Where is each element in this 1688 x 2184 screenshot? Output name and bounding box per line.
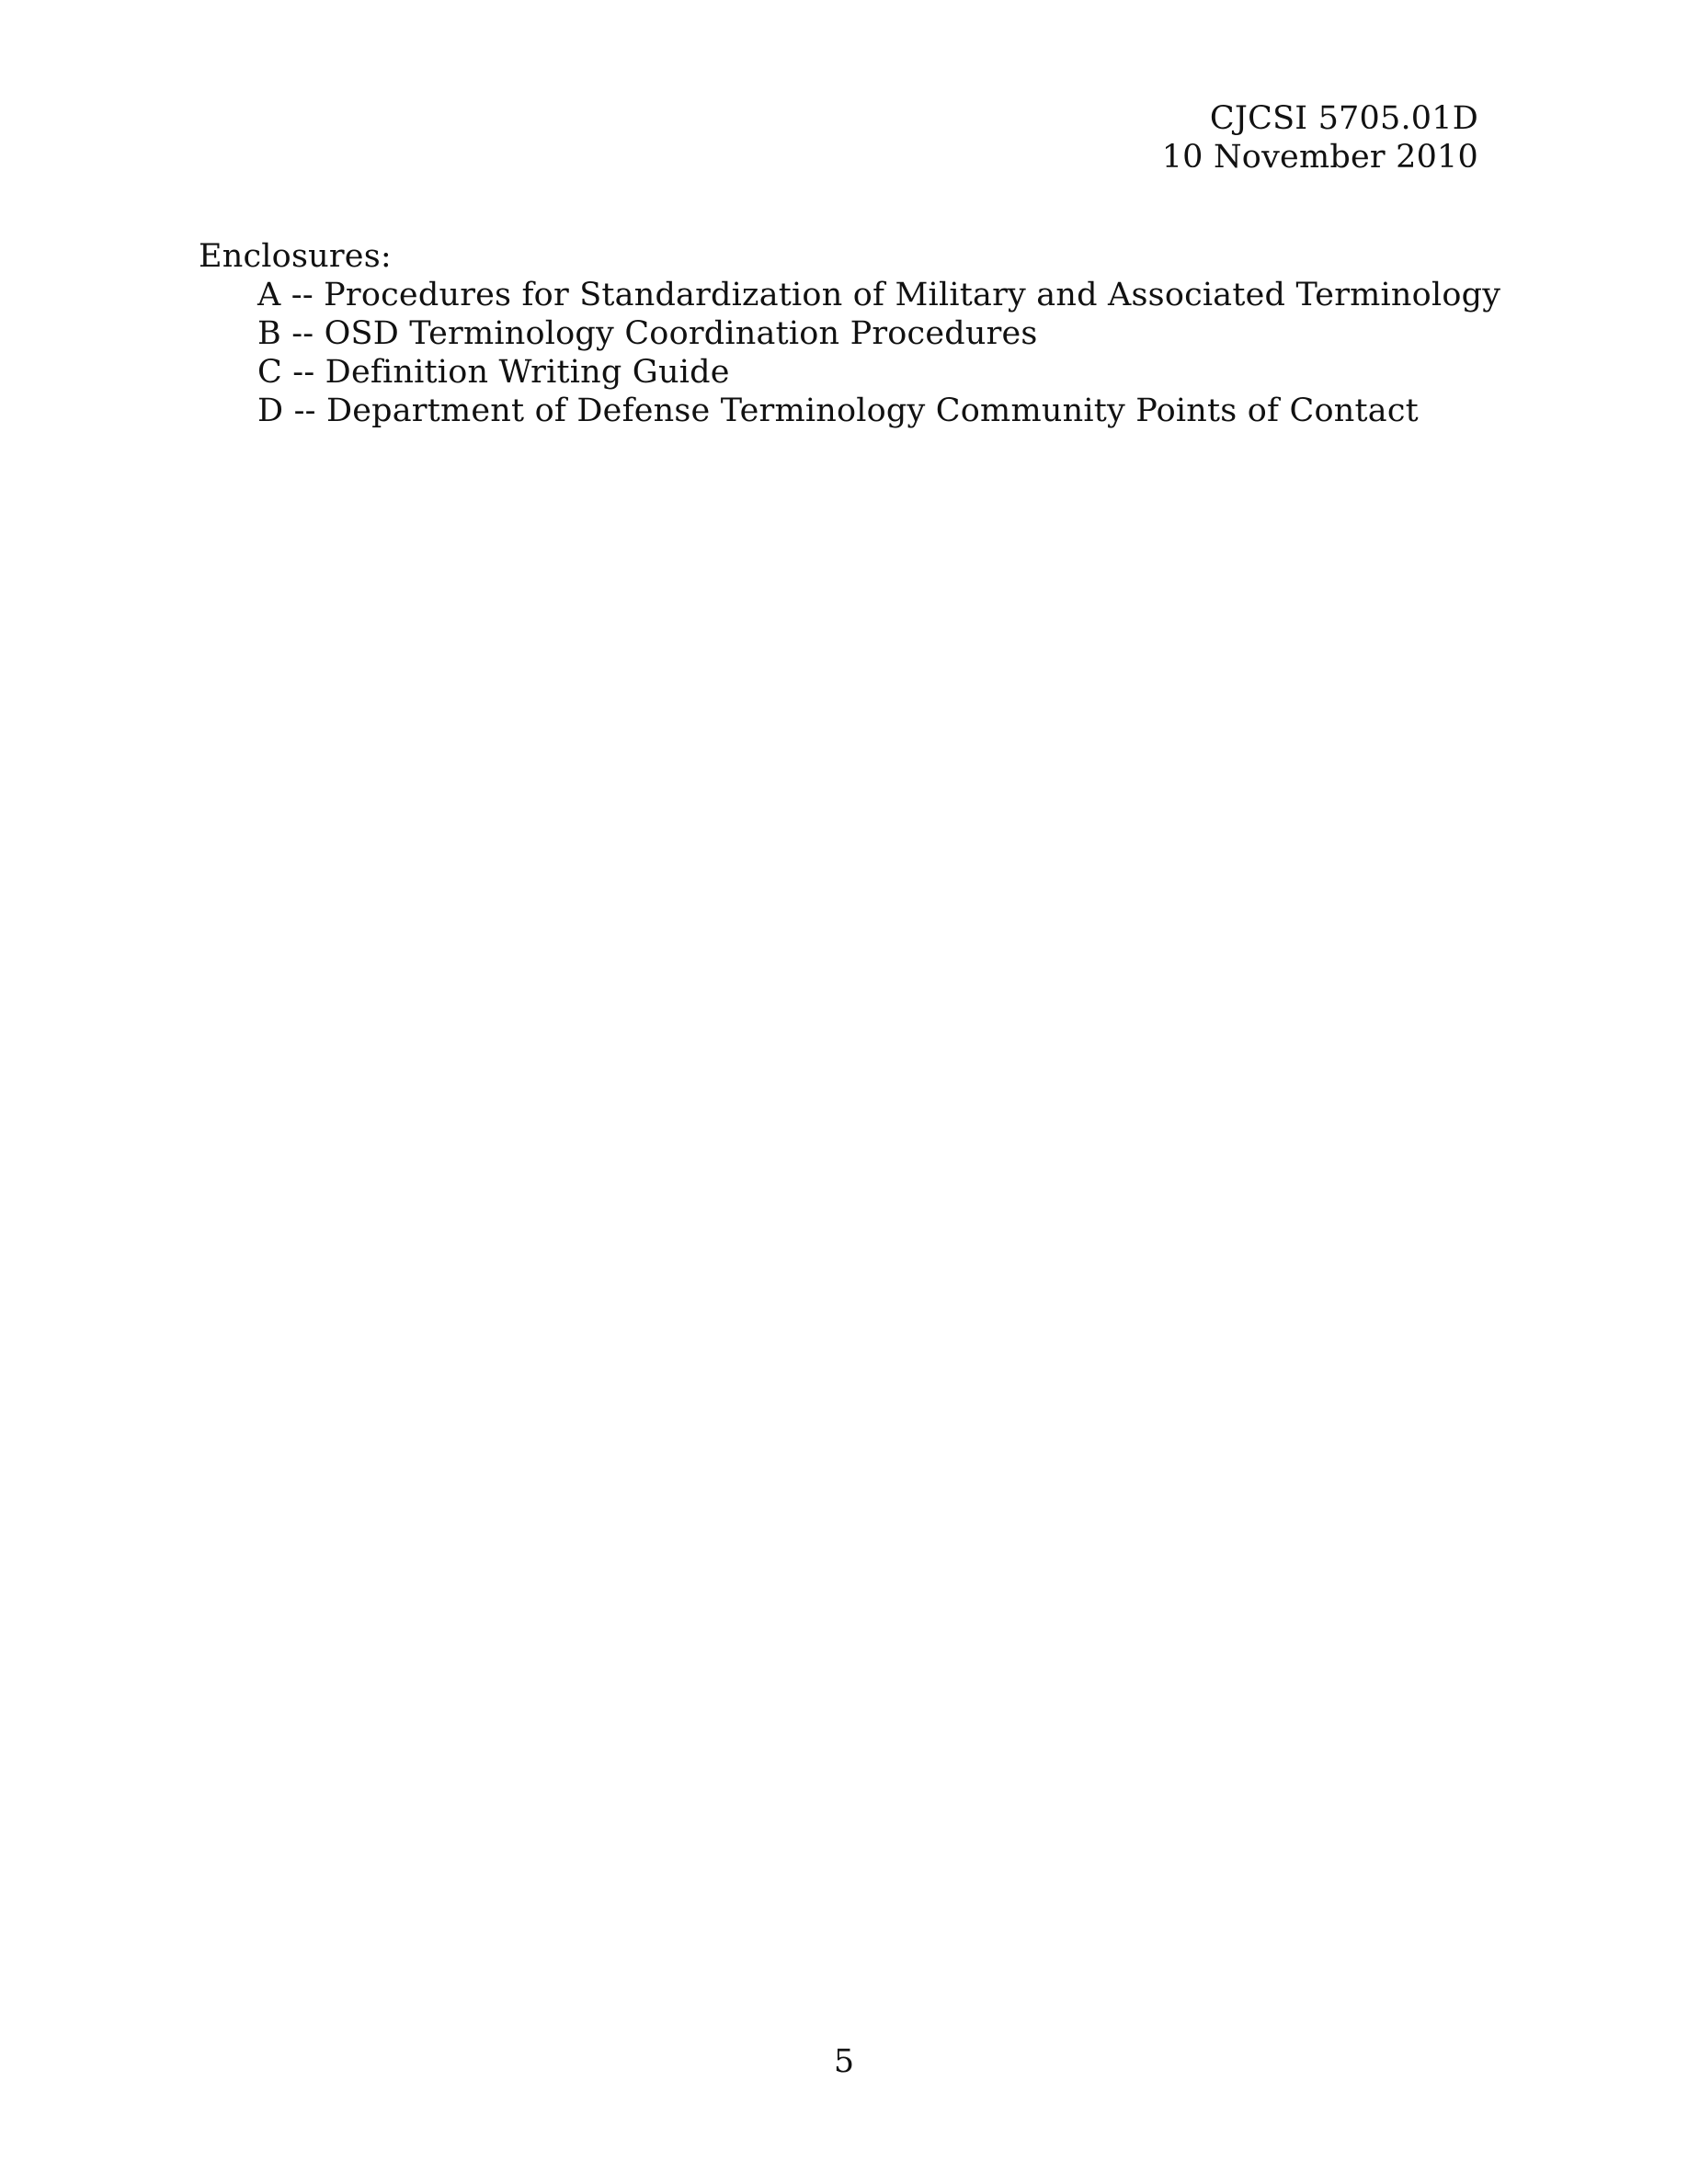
document-date: 10 November 2010: [1161, 139, 1478, 176]
enclosures-heading: Enclosures:: [199, 238, 392, 275]
document-id: CJCSI 5705.01D: [1209, 100, 1478, 137]
enclosure-item-a: A -- Procedures for Standardization of Military and Associated Terminology: [257, 277, 1501, 313]
document-header: [1162, 99, 1478, 176]
enclosure-list: [199, 276, 1532, 430]
enclosure-item-d: D -- Department of Defense Terminology Community Points of Contact: [257, 392, 1419, 429]
enclosure-item-b: B -- OSD Terminology Coordination Procedures: [257, 315, 1038, 352]
page-number: 5: [833, 2043, 855, 2080]
enclosure-item-c: C -- Definition Writing Guide: [257, 354, 730, 391]
enclosures-section: [199, 237, 1532, 430]
